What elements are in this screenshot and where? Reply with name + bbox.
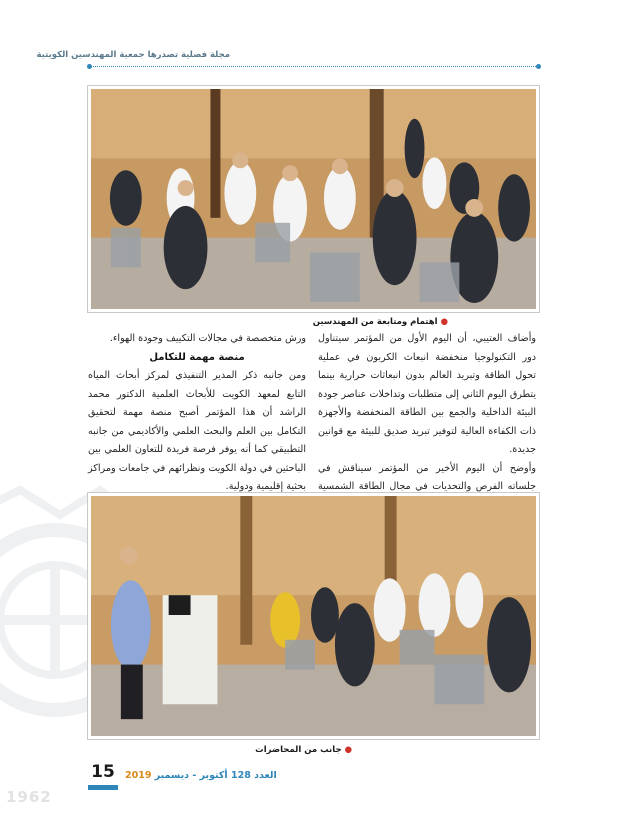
lecture-photo — [87, 492, 540, 740]
page-number: 15 — [91, 762, 115, 782]
caption-bullet-icon: ● — [344, 745, 352, 755]
right-paragraph-1: وأضاف العتيبي، أن اليوم الأول من المؤتمر سيتناول دور التكنولوجيا منخفضة انبعاث الكربون في عملية تحول الطاقة وتبريد العالم بدون انبعاثات حرارية بينما يتطرق اليوم الثاني إلى متطلبات وتداخلات عناصر جودة البيئة الداخلية والجمع بين الطاقة المنخفضة والأجهزة ذات الكفاءة العالية لتوفير تبريد صديق للبيئة مع قوانين جديدة. — [318, 333, 536, 455]
issue-year: 2019 — [125, 770, 152, 781]
caption-top — [313, 317, 448, 327]
right-paragraph-2: وأوضح أن اليوم الأخير من المؤتمر سيناقش في جلساته الفرص والتحديات في مجال الطاقة الشمسية — [318, 462, 536, 492]
page-number-tab — [88, 785, 118, 790]
caption-bullet-icon: ● — [440, 317, 448, 327]
caption-top-text: اهتمام ومتابعة من المهندسين — [312, 317, 438, 327]
left-subheading: منصة مهمة للتكامل — [149, 351, 245, 363]
issue-text: العدد 128 أكتوبر - ديسمبر — [154, 770, 277, 781]
left-paragraph-1: ومن جانبه ذكر المدير التنفيذي لمركز أبحاث المياه التابع لمعهد الكويت للأبحاث العلمية الدكتور محمد الراشد أن هذا المؤتمر أصبح منصة مهمة لتحقيق التكامل بين العلم والبحث العلمي والأكاديمي من جانبه التطبيقي كما أنه يوفر فرصة فريدة للتعاون العلمي بين الباحثين في دولة الكويت ونظرائهم في جامعات ومراكز بحثية إقليمية ودولية. — [88, 370, 306, 492]
audience-photo — [87, 85, 540, 313]
caption-bottom — [255, 745, 352, 755]
watermark-year: 1962 — [6, 788, 52, 806]
left-intro: ورش متخصصة في مجالات التكييف وجودة الهواء. — [109, 333, 306, 344]
issue-label — [125, 770, 277, 781]
left-column — [88, 330, 306, 497]
caption-bottom-text: جانب من المحاضرات — [255, 745, 342, 755]
magazine-title: مجلة فصلية تصدرها جمعية المهندسين الكويتية — [36, 50, 230, 60]
header-rule — [90, 66, 540, 67]
header-dot-left — [87, 64, 92, 69]
header-dot-right — [536, 64, 541, 69]
